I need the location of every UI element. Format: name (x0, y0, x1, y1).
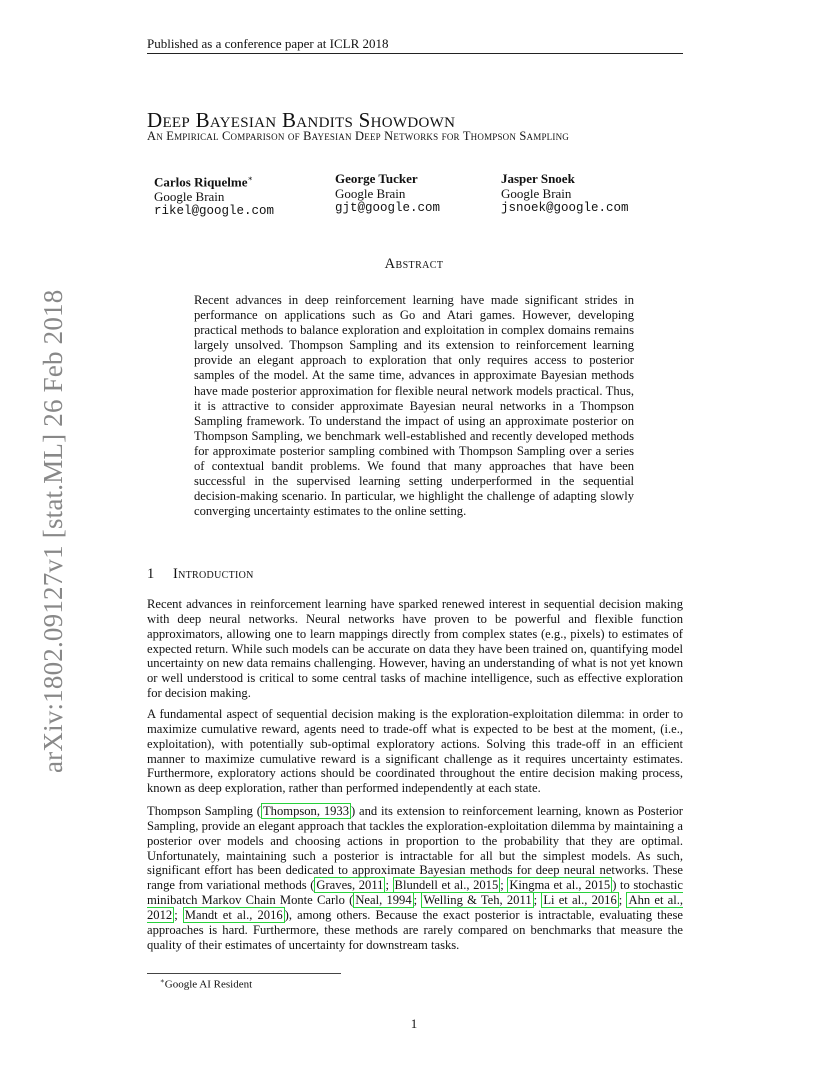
citation-link[interactable]: Kingma et al., 2015 (509, 878, 611, 893)
citation-link[interactable]: Blundell et al., 2015 (394, 878, 499, 893)
footnote (160, 977, 252, 991)
paragraph-text: ; (618, 893, 627, 908)
header-rule (147, 53, 683, 54)
footnote-text: Google AI Resident (164, 978, 253, 991)
footnote-rule (147, 973, 341, 974)
citation-link[interactable]: Mandt et al., 2016 (184, 907, 283, 922)
author-block (335, 171, 440, 216)
author-name: Carlos Riquelme (154, 174, 248, 190)
author-email: jsnoek@google.com (501, 201, 629, 215)
intro-paragraph-1: Recent advances in reinforcement learning have sparked renewed interest in sequential decision making with deep neural networks. Neural networks have proven to be powerful and flexible function approximators, allowing one to learn mappings directly from complex states (e.g., pixels) to estimates of expected return. While such models can be accurate on data they have been trained on, quantifying model uncertainty on new data remains challenging. However, having an understanding of what is not yet known or well understood is critical to some central tasks of machine intelligence, such as effective exploration for decision making. (147, 597, 683, 701)
intro-paragraph-2: A fundamental aspect of sequential decision making is the exploration-exploitation dilemma: in order to maximize cumulative reward, agents need to trade-off what is expected to be best at the moment, (i.e., exploitation), with potentially sub-optimal exploratory actions. Solving this trade-off in an efficient manner to maximize cumulative reward is a significant challenge as it requires uncertainty estimates. Furthermore, exploratory actions should be coordinated throughout the entire decision making process, known as deep exploration, rather than performed independently at each state. (147, 707, 683, 796)
citation-link[interactable]: Welling & Teh, 2011 (423, 893, 532, 908)
paper-title: Deep Bayesian Bandits Showdown (147, 108, 456, 132)
intro-paragraph-3 (147, 804, 683, 952)
paragraph-text: ; (174, 907, 183, 922)
paragraph-text: ; (533, 893, 542, 908)
author-name: Jasper Snoek (501, 171, 575, 186)
paragraph-text: ; (385, 878, 393, 893)
section-number: 1 (147, 566, 155, 582)
running-header: Published as a conference paper at ICLR 2018 (147, 36, 389, 51)
author-email: rikel@google.com (154, 204, 275, 219)
citation-link[interactable]: Ahn et al., 2012 (147, 893, 684, 922)
author-affiliation: Google Brain (501, 186, 572, 201)
author-affiliation: Google Brain (154, 189, 225, 205)
footnote-mark: ∗ (247, 174, 253, 183)
author-name: George Tucker (335, 171, 418, 186)
arxiv-identifier-stamp: arXiv:1802.09127v1 [stat.ML] 26 Feb 2018 (38, 289, 68, 773)
paragraph-text: Thompson Sampling ( (147, 804, 261, 818)
citation-link[interactable]: Neal, 1994 (355, 893, 412, 908)
section-title: Introduction (173, 566, 254, 582)
abstract-body: Recent advances in deep reinforcement learning have made significant strides in performance on applications such as Go and Atari games. However, developing practical methods to balance exploration and exploitation in complex domains remains largely unsolved. Thompson Sampling and its extension to reinforcement learning provide an elegant approach to exploration that only requires access to posterior samples of the model. At the same time, advances in approximate Bayesian methods have made posterior approximation for flexible neural network models practical. Thus, it is attractive to consider approximate Bayesian neural networks in a Thompson Sampling framework. To understand the impact of using an approximate posterior on Thompson Sampling, we benchmark well-established and recently developed methods for approximate posterior sampling combined with Thompson Sampling over a series of contextual bandit problems. We found that many approaches that have been successful in the supervised learning setting underperformed in the sequential decision-making scenario. In particular, we highlight the challenge of adapting slowly converging uncertainty estimates to the online setting. (194, 293, 634, 519)
author-email: gjt@google.com (335, 201, 441, 215)
footnote-mark: ∗ (160, 977, 165, 985)
page-number: 1 (410, 1016, 418, 1031)
citation-link[interactable]: Graves, 2011 (316, 878, 384, 893)
citation-link[interactable]: Thompson, 1933 (262, 804, 350, 818)
author-block (501, 171, 629, 216)
author-block (154, 171, 274, 219)
abstract-heading: Abstract (384, 256, 444, 272)
paragraph-text: ; (413, 893, 422, 908)
paragraph-text: ) and its extension to reinforcement learning, known as Posterior Sampling, provide an elegant approach that tackles the exploration-exploitation dilemma by maintaining a posterior over models and choosing actions in proportion to the probability that they are optimal. Unfortunately, maintaining such a posterior is intractable for all but the simplest models. As such, significant effort has been dedicated to approximate Bayesian methods for deep neural networks. These range from variational methods ( (147, 804, 683, 893)
section-heading-introduction (147, 566, 254, 583)
author-affiliation: Google Brain (335, 186, 406, 201)
paragraph-text: ), among others. Because the exact posterior is intractable, evaluating these approaches is hard. Furthermore, these methods are rarely compared on benchmarks that measure the quality of their estimates of uncertainty for downstream tasks. (147, 907, 683, 952)
citation-link[interactable]: Li et al., 2016 (543, 893, 617, 908)
paragraph-text: ; (500, 878, 508, 893)
paragraph-text: ) to stochastic minibatch Markov Chain Monte Carlo ( (147, 878, 683, 908)
paper-subtitle: An Empirical Comparison of Bayesian Deep Networks for Thompson Sampling (147, 129, 569, 143)
